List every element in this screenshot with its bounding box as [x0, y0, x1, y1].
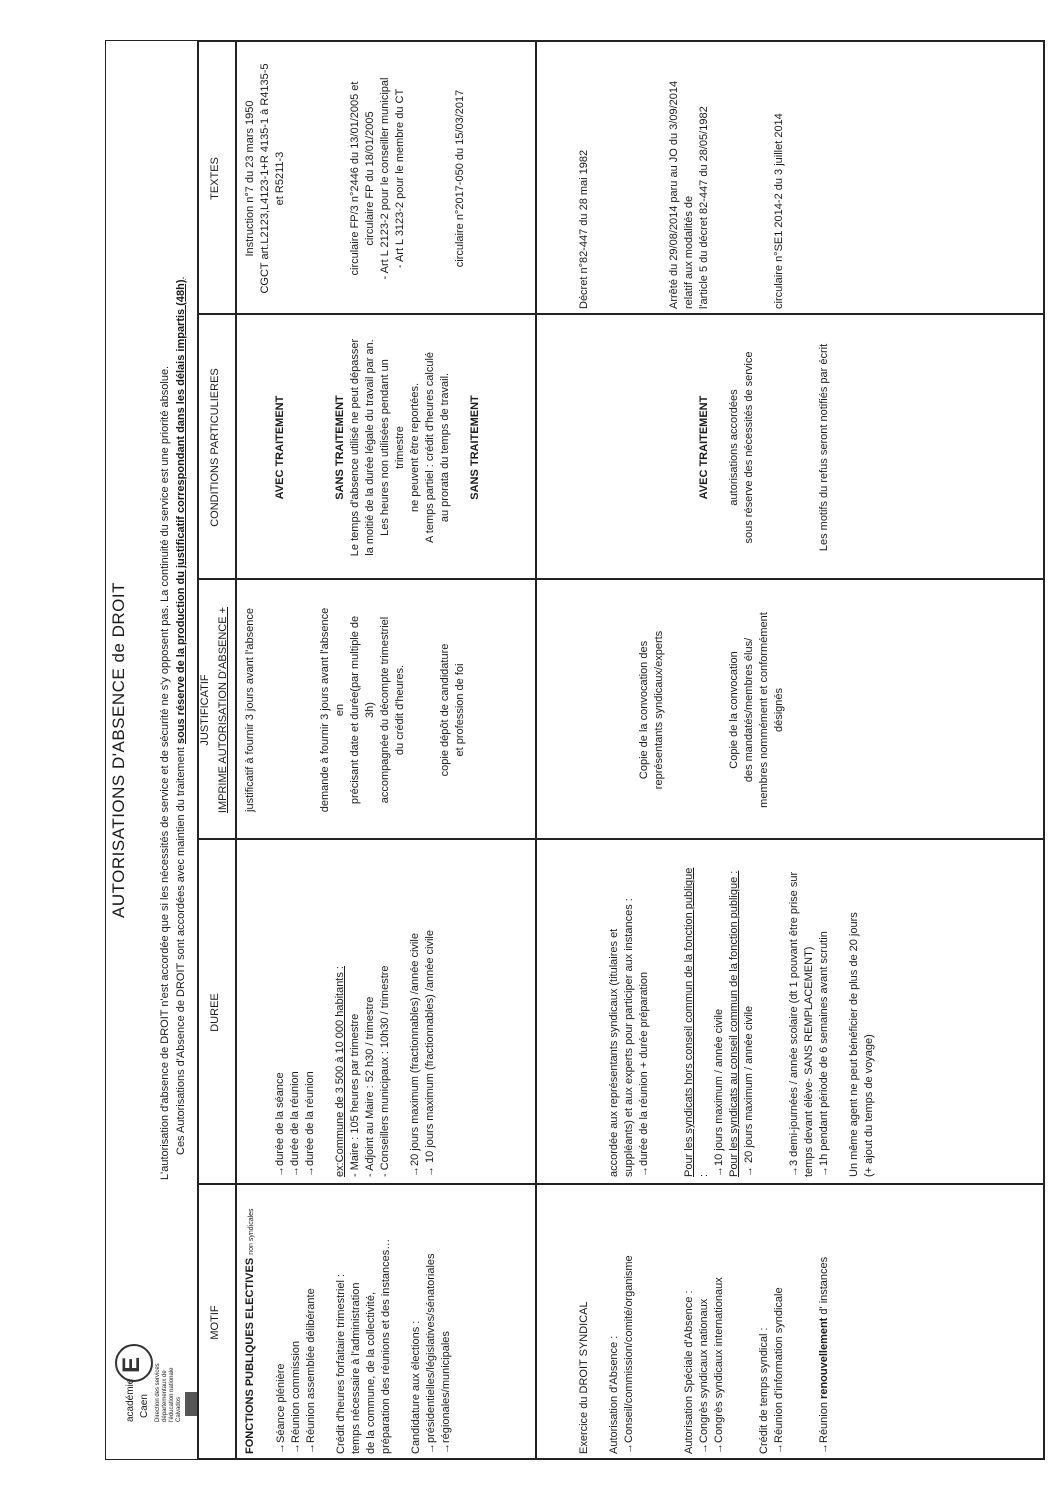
- list-item: →3 demi-journées / année scolaire (dt 1 pouvant être prise sur: [788, 871, 800, 1177]
- table-rule: [197, 1184, 1045, 1186]
- intro-line2: [175, 276, 187, 1155]
- list-item: au prorata du temps de travail.: [439, 372, 451, 523]
- list-item: Pour les syndicats au conseil commun de la fonction publique :: [728, 870, 740, 1177]
- list-item: Décret n°82-447 du 28 mai 1982: [578, 149, 590, 309]
- header-justificatif: JUSTIFICATIF: [199, 674, 211, 746]
- list-item: SANS TRAITEMENT: [469, 395, 481, 500]
- table: [197, 40, 1045, 1460]
- table-rule: [1043, 40, 1045, 1460]
- list-item: Arrêté du 29/08/2014 paru au JO du 3/09/2014: [668, 80, 680, 309]
- list-item: et profession de foi: [454, 663, 466, 757]
- list-item: suppléants) et aux experts pour participer aux instances :: [623, 898, 635, 1177]
- section1-justificatif: [243, 584, 468, 836]
- list-item: Un même agent ne peut bénéficier de plus de 20 jours: [848, 912, 860, 1177]
- list-item: représentants syndicaux/experts: [653, 630, 665, 790]
- list-item: →Réunion assemblée délibérante: [305, 1288, 317, 1454]
- list-item: Copie de la convocation: [728, 651, 740, 769]
- renouv-a: →Réunion: [818, 1398, 830, 1454]
- list-item: →Congrès syndicaux nationaux: [698, 1298, 710, 1454]
- list-item: désignés: [773, 687, 785, 733]
- list-item: →durée de la séance: [274, 1072, 286, 1177]
- list-item: [817, 1255, 832, 1454]
- section1-textes: [243, 46, 468, 311]
- list-item: - Art L 3123-2 pour le membre du CT: [394, 88, 406, 269]
- header-textes: TEXTES: [209, 157, 221, 200]
- list-item: accompagnée du décompte trimestriel: [379, 616, 391, 804]
- section1-conditions: [273, 319, 483, 576]
- list-item: →durée de la réunion + durée préparation: [638, 971, 650, 1177]
- list-item: temps devant élève- SANS REMPLACEMENT): [803, 946, 815, 1177]
- list-item: →1h pendant période de 6 semaines avant scrutin: [818, 931, 830, 1177]
- section2-duree: [607, 868, 877, 1177]
- list-item: relatif aux modalités de: [683, 195, 695, 309]
- list-item: demande à fournir 3 jours avant l'absence: [319, 607, 331, 813]
- rotated-document: [105, 40, 1045, 1460]
- list-item: Autorisation Spéciale d'Absence :: [683, 1290, 695, 1454]
- section2-conditions: [697, 319, 832, 576]
- section2-textes: [577, 81, 787, 309]
- header-duree: DUREE: [209, 993, 221, 1032]
- list-item: membres nommément et conformément: [758, 612, 770, 808]
- list-item: circulaire n°SE1 2014-2 du 3 juillet 2014: [773, 113, 785, 309]
- section1-title: FONCTIONS PUBLIQUES ELECTIVES: [244, 1257, 256, 1454]
- section2-justificatif: [637, 584, 787, 836]
- logo-line3: Direction des services départementaux de l'éducation nationale Calvados: [155, 1363, 182, 1422]
- list-item: - Maire : 105 heures par trimestre: [349, 1013, 361, 1177]
- list-item: - Art L 2123-2 pour le conseiller municipal: [379, 77, 391, 280]
- list-item: ex:Commune de 3 500 à 10 000 habitants :: [334, 966, 346, 1177]
- list-item: Copie de la convocation des: [638, 640, 650, 780]
- list-item: AVEC TRAITEMENT: [698, 395, 710, 500]
- list-item: CGCT art.L2123,L4123-1+R 4135-1 à R4135-5: [259, 63, 271, 294]
- list-item: de la commune, de la collectivité,: [365, 1291, 377, 1454]
- list-item: Candidature aux élections :: [410, 1320, 422, 1454]
- table-rule: [197, 314, 1045, 316]
- list-item: →présidentielles/législatives/sénatoriales: [425, 1253, 437, 1454]
- list-item: Autorisation d'Absence :: [608, 1335, 620, 1454]
- list-item: →régionales/municipales: [440, 1331, 452, 1454]
- list-item: 3h): [364, 702, 376, 718]
- list-item: du crédit d'heures.: [394, 664, 406, 756]
- intro-line1: L'autorisation d'absence de DROIT n'est accordée que si les nécessités de service et de sécurité ne s'y opposent pas. La continuité du service est une priorité absolue.: [159, 365, 171, 1180]
- list-item: →10 jours maximum / année civile: [713, 1008, 725, 1177]
- list-item: en: [334, 703, 346, 717]
- intro-line2-b: sous réserve de la production du justificatif correspondant dans les délais impartis (48h): [175, 279, 187, 745]
- section1-motif: [243, 1208, 454, 1454]
- logo-line2: Caen: [139, 1394, 150, 1418]
- table-rule: [535, 40, 537, 1460]
- list-item: ne peuvent être reportées.: [409, 382, 421, 513]
- list-item: l'article 5 du décret 82-447 du 28/05/1982: [698, 106, 710, 309]
- list-item: autorisations accordées: [728, 389, 740, 506]
- list-item: la moitié de la durée légale du travail par an.: [364, 339, 376, 556]
- list-item: →Réunion d'information syndicale: [773, 1287, 785, 1454]
- table-rule: [235, 40, 237, 1460]
- list-item: AVEC TRAITEMENT: [274, 395, 286, 500]
- header-conditions: CONDITIONS PARTICULIERES: [209, 368, 221, 527]
- list-item: circulaire n°2017-050 du 15/03/2017: [454, 89, 466, 268]
- list-item: SANS TRAITEMENT: [334, 395, 346, 500]
- list-item: Les heures non utilisées pendant un: [379, 359, 391, 536]
- list-item: →20 jours maximum (fractionnables) /année civile: [409, 933, 421, 1177]
- table-rule: [197, 839, 1045, 841]
- list-item: → 20 jours maximum / année civile: [743, 1005, 755, 1177]
- list-item: →Réunion commission: [290, 1340, 302, 1454]
- section2-motif: [577, 1255, 832, 1454]
- list-item: → 10 jours maximum (fractionnables) /année civile: [424, 930, 436, 1177]
- intro-line2-c: .: [175, 276, 187, 280]
- republic-flag-icon: [185, 1392, 197, 1416]
- list-item: Crédit de temps syndical :: [758, 1327, 770, 1454]
- section1-title-small: non syndicales: [248, 1208, 255, 1255]
- logo-letter: E: [118, 1356, 145, 1373]
- list-item: Instruction n°7 du 23 mars 1950: [244, 100, 256, 257]
- section1-duree: [273, 930, 438, 1177]
- list-item: →Congrès syndicaux internationaux: [713, 1277, 725, 1454]
- list-item: préparation des réunions et des instances…: [380, 1238, 392, 1454]
- renouv-b: renouvellement: [818, 1317, 830, 1399]
- list-item: trimestre: [394, 426, 406, 469]
- renouv-c: d' instances: [818, 1256, 830, 1318]
- list-item: et R5211-3: [274, 151, 286, 206]
- list-item: Crédit d'heures forfaitaire trimestriel :: [335, 1274, 347, 1454]
- list-item: :: [698, 1173, 710, 1177]
- table-rule: [197, 579, 1045, 581]
- list-item: circulaire FP du 18/01/2005: [364, 111, 376, 246]
- header-justificatif-sub: IMPRIME AUTORISATION D'ABSENCE +: [217, 606, 229, 814]
- section2-title: Exercice du DROIT SYNDICAL: [578, 1301, 590, 1454]
- list-item: accordée aux représentants syndicaux (titulaires et: [608, 928, 620, 1177]
- list-item: - Adjoint au Maire : 52 h30 / trimestre: [364, 996, 376, 1177]
- table-rule: [197, 1459, 1045, 1461]
- list-item: Pour les syndicats hors conseil commun de la fonction publique: [683, 867, 695, 1177]
- list-item: →durée de la réunion: [289, 1071, 301, 1177]
- list-item: sous réserve des nécessités de service: [743, 351, 755, 544]
- list-item: A temps partiel : crédit d'heures calculé: [424, 351, 436, 544]
- list-item: temps nécessaire à l'administration: [350, 1282, 362, 1454]
- logo-line1: académie: [125, 1378, 136, 1422]
- table-rule: [197, 41, 1045, 43]
- list-item: →Conseil/commission/comité/organisme: [623, 1255, 635, 1454]
- list-item: justificatif à fournir 3 jours avant l'absence: [244, 608, 256, 812]
- list-item: circulaire FP/3 n°2446 du 13/01/2005 et: [349, 81, 361, 276]
- list-item: Le temps d'absence utilisé ne peut dépasser: [349, 338, 361, 557]
- header-motif: MOTIF: [209, 1305, 221, 1340]
- list-item: précisant date et durée(par multiple de: [349, 615, 361, 805]
- list-item: des mandatés/membres élus/: [743, 637, 755, 783]
- intro-line2-a: Ces Autorisations d'Absence de DROIT sont accordées avec maintien du traitement: [175, 744, 187, 1155]
- list-item: copie dépôt de candidature: [439, 643, 451, 777]
- list-item: →Séance plénière: [275, 1363, 287, 1454]
- list-item: Les motifs du refus seront notifiés par écrit: [818, 343, 830, 552]
- list-item: →durée de la réunion: [304, 1071, 316, 1177]
- list-item: (+ ajout du temps de voyage): [863, 1034, 875, 1177]
- list-item: - Conseillers municipaux : 10h30 / trimestre: [379, 965, 391, 1177]
- page-title: AUTORISATIONS D'ABSENCE de DROIT: [109, 582, 128, 919]
